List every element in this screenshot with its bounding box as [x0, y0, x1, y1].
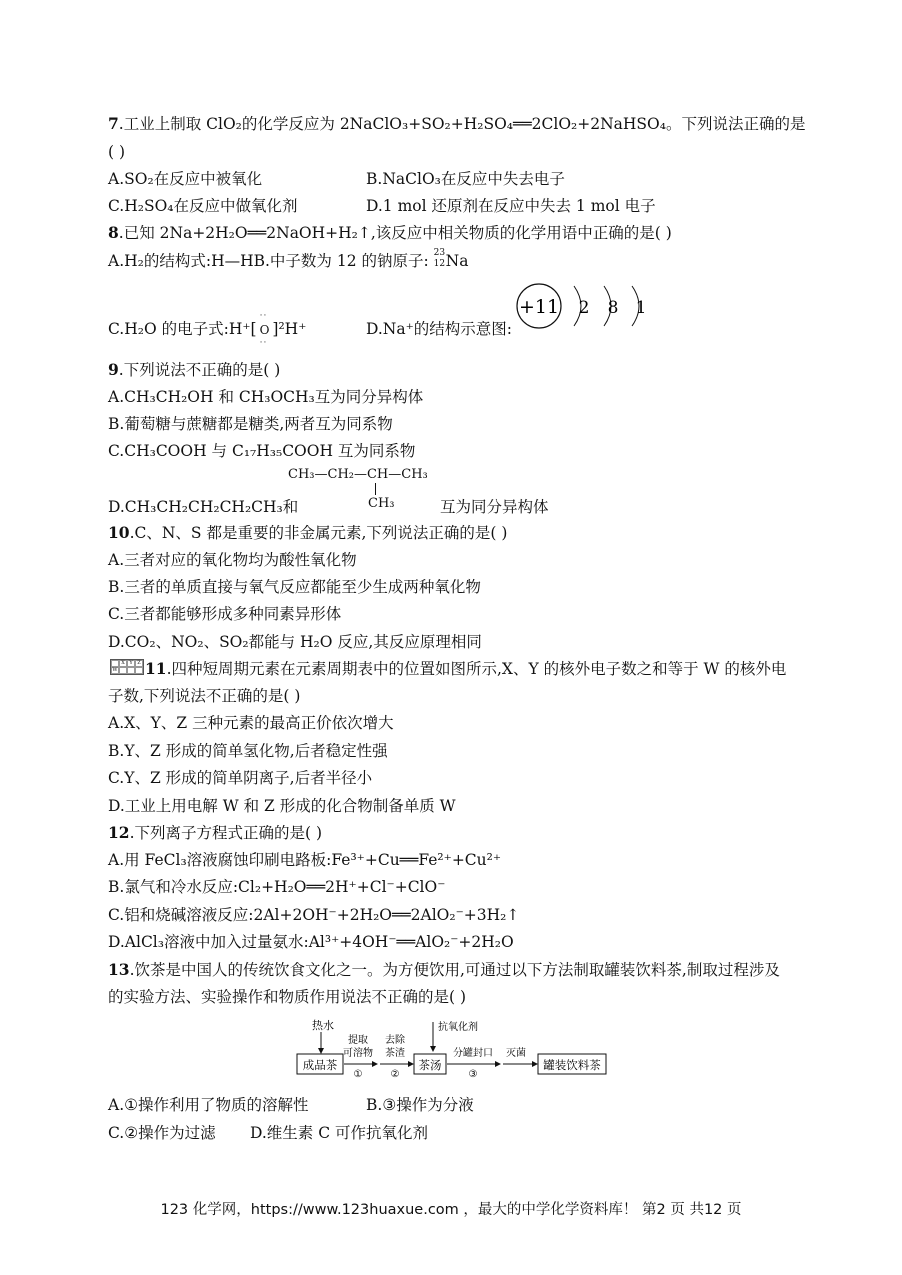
- finished-tea-label: 成品茶: [302, 1058, 338, 1072]
- step2-number: ②: [390, 1069, 400, 1080]
- q12-option-c: C.铝和烧碱溶液反应:2Al+2OH⁻+2H₂O══2AlO₂⁻+3H₂↑: [108, 906, 520, 924]
- q13-option-b: B.③操作为分液: [366, 1096, 474, 1114]
- shell-electrons-2: 8: [607, 298, 619, 318]
- q12-option-b: B.氯气和冷水反应:Cl₂+H₂O══2H⁺+Cl⁻+ClO⁻: [108, 878, 446, 896]
- q9-option-b: B.葡萄糖与蔗糖都是糖类,两者互为同系物: [108, 415, 393, 433]
- q9-option-a: A.CH₃CH₂OH 和 CH₃OCH₃互为同分异构体: [108, 388, 424, 406]
- q13-option-a: A.①操作利用了物质的溶解性: [108, 1096, 309, 1114]
- q10-stem: 10.C、N、S 都是重要的非金属元素,下列说法正确的是( ): [108, 523, 508, 542]
- q7-paren: ( ): [108, 143, 126, 161]
- q7-options-row1: [108, 169, 808, 189]
- q9-option-c: C.CH₃COOH 与 C₁₇H₃₅COOH 互为同系物: [108, 442, 416, 460]
- q9-option-d-right: 互为同分异构体: [440, 498, 549, 516]
- branch-bond: [375, 483, 376, 495]
- q13-option-c: C.②操作为过滤: [108, 1124, 216, 1142]
- q7-option-b: B.NaClO₃在反应中失去电子: [366, 170, 565, 188]
- q10-option-c: C.三者都能够形成多种同素异形体: [108, 605, 342, 623]
- q10-option-a: A.三者对应的氧化物均为酸性氧化物: [108, 551, 357, 569]
- q12-option-a: A.用 FeCl₃溶液腐蚀印刷电路板:Fe³⁺+Cu══Fe²⁺+Cu²⁺: [108, 851, 502, 869]
- q13-stem: 13.饮茶是中国人的传统饮食文化之一。为方便饮用,可通过以下方法制取罐装饮料茶,制取过程涉及: [108, 960, 780, 979]
- q11-option-a: A.X、Y、Z 三种元素的最高正价依次增大: [108, 714, 394, 732]
- step3-mid-label: 分罐封口: [453, 1048, 493, 1059]
- page-footer: 123 化学网，https://www.123huaxue.com ，最大的中学化学资料库！ 第2 页 共12 页: [160, 1202, 742, 1218]
- q12-option-d: D.AlCl₃溶液中加入过量氨水:Al³⁺+4OH⁻══AlO₂⁻+2H₂O: [108, 933, 514, 951]
- q7-option-d: D.1 mol 还原剂在反应中失去 1 mol 电子: [366, 197, 656, 215]
- q10-option-d: D.CO₂、NO₂、SO₂都能与 H₂O 反应,其反应原理相同: [108, 633, 482, 651]
- step1-top-label: 提取: [348, 1035, 368, 1046]
- q12-stem: 12.下列离子方程式正确的是( ): [108, 823, 323, 842]
- q8-option-c: C.H₂O 的电子式:H⁺[ ·· O ·· ]²H⁺: [108, 311, 307, 348]
- q13-stem-cont: 的实验方法、实验操作和物质作用说法不正确的是( ): [108, 988, 467, 1006]
- sodium-ion-structure-diagram: [512, 282, 652, 340]
- q8-option-ab: A.H₂的结构式:H—HB.中子数为 12 的钠原子: 23 12 Na: [108, 248, 469, 270]
- q13-option-d: D.维生素 C 可作抗氧化剂: [250, 1124, 429, 1142]
- branched-alkane-methyl: CH₃: [368, 496, 395, 511]
- tea-soup-label: 茶汤: [418, 1058, 442, 1072]
- step1-number: ①: [353, 1069, 363, 1080]
- shell-electrons-3: 1: [635, 298, 647, 318]
- nuclide-symbol: 23 12 Na: [433, 248, 469, 270]
- q7-option-a: A.SO₂在反应中被氧化: [108, 170, 263, 188]
- q11-option-d: D.工业上用电解 W 和 Z 形成的化合物制备单质 W: [108, 797, 456, 815]
- tea-process-flowchart: [292, 1016, 612, 1082]
- q8-option-d: D.Na⁺的结构示意图:: [366, 320, 513, 338]
- q11-option-c: C.Y、Z 形成的简单阴离子,后者半径小: [108, 769, 373, 787]
- q7-stem: 7.工业上制取 ClO₂的化学反应为 2NaClO₃+SO₂+H₂SO₄══2ClO₂+2NaHSO₄。下列说法正确的是: [108, 114, 806, 133]
- q9-option-d-left: D.CH₃CH₂CH₂CH₂CH₃和: [108, 498, 299, 516]
- step2-mid-label: 茶渣: [385, 1048, 405, 1059]
- q11-option-b: B.Y、Z 形成的简单氢化物,后者稳定性强: [108, 742, 388, 760]
- q11-stem: 11.四种短周期元素在元素周期表中的位置如图所示,X、Y 的核外电子数之和等于 W 的核外电: [145, 659, 787, 678]
- hot-water-label: 热水: [312, 1019, 334, 1032]
- q10-option-b: B.三者的单质直接与氧气反应都能至少生成两种氧化物: [108, 578, 481, 596]
- q11-stem-cont: 子数,下列说法不正确的是( ): [108, 687, 301, 705]
- shell-electrons-1: 2: [578, 298, 590, 318]
- q7-option-c: C.H₂SO₄在反应中做氧化剂: [108, 197, 298, 215]
- antioxidant-label: 抗氧化剂: [438, 1022, 478, 1033]
- oxygen-electron-dots: ·· O ··: [259, 311, 270, 348]
- q9-stem: 9.下列说法不正确的是( ): [108, 360, 281, 379]
- periodic-table-fragment: X Y Z W: [110, 659, 144, 675]
- step4-label: 灭菌: [506, 1048, 526, 1059]
- step1-mid-label: 可溶物: [343, 1048, 373, 1059]
- q7-options-row2: [108, 196, 808, 216]
- canned-tea-label: 罐装饮料茶: [543, 1058, 601, 1072]
- branched-alkane-main-chain: CH₃—CH₂—CH—CH₃: [288, 467, 428, 482]
- step2-top-label: 去除: [385, 1035, 405, 1046]
- q8-stem: 8.已知 2Na+2H₂O══2NaOH+H₂↑,该反应中相关物质的化学用语中正确的是( ): [108, 223, 672, 242]
- step3-number: ③: [468, 1069, 478, 1080]
- nucleus-charge: +11: [518, 296, 560, 318]
